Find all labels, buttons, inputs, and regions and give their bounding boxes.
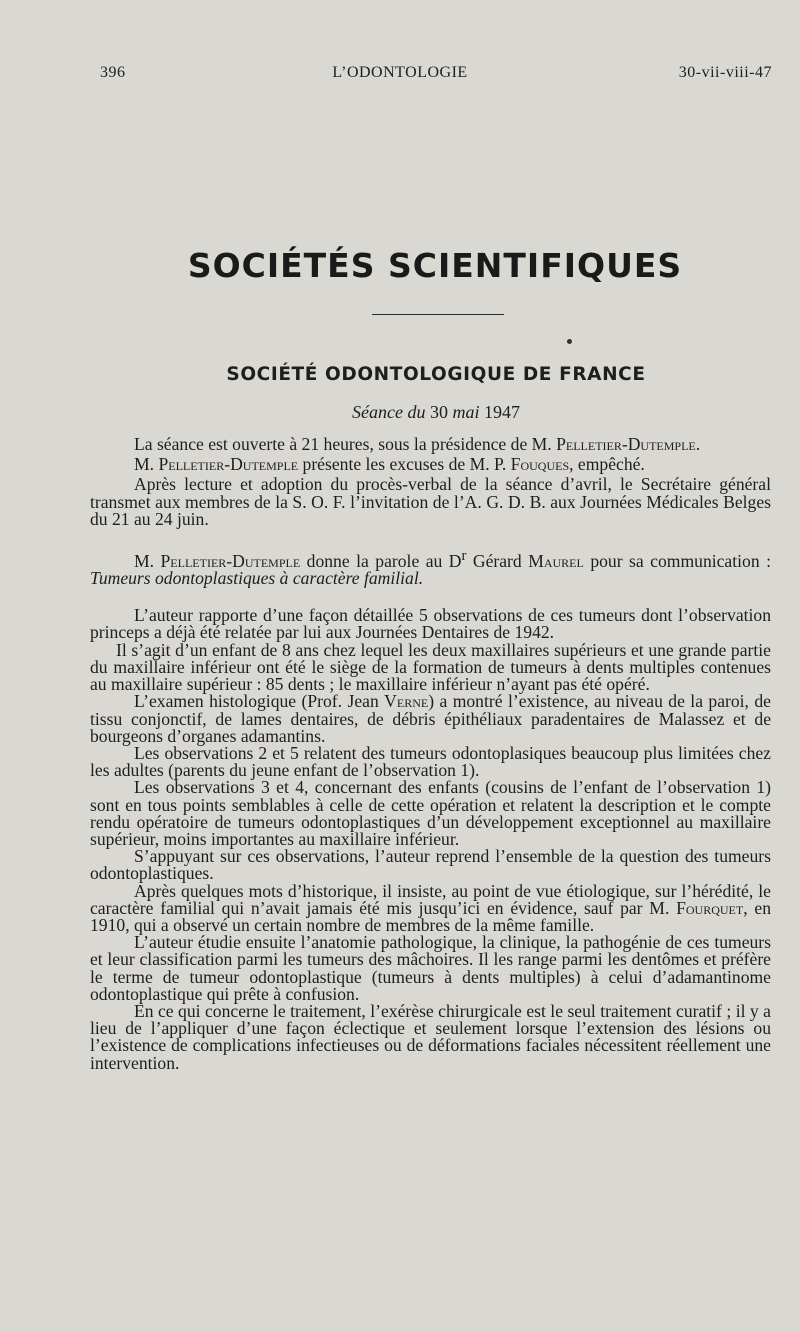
paragraph-observations: L’auteur rapporte d’une façon détaillée 5 observations de ces tumeurs dont l’observation princeps a déjà été relatée par lui aux Journées Dentaires de 1942. bbox=[90, 605, 771, 643]
p4-text-b: donne la parole au D bbox=[300, 550, 462, 571]
title-divider bbox=[372, 314, 504, 315]
paragraph-case: Il s’agit d’un enfant de 8 ans chez lequel les deux maxillaires supérieurs et une grande partie du maxillaire inférieur ont été le siège de la formation de tumeurs à dents multiples contenues au maxillaire supérieur : 85 dents ; le maxillaire inférieur n’ayant pas été opéré. bbox=[90, 639, 771, 695]
p4-sup: r bbox=[461, 548, 467, 565]
p1-name: Pelletier-Dutemple bbox=[556, 434, 696, 454]
session-year: 1947 bbox=[483, 402, 520, 422]
paragraph-excuses bbox=[90, 456, 771, 473]
paragraph-obs-2-5: Les observations 2 et 5 relatent des tumeurs odontoplasiques beaucoup plus limitées chez les adultes (parents du jeune enfant de l’observation 1). bbox=[90, 742, 771, 781]
p7-text-a: L’examen histologique (Prof. Jean bbox=[134, 691, 385, 712]
paragraph-proces-verbal: Après lecture et adoption du procès-verbal de la séance d’avril, le Secrétaire général transmet aux membres de la S. O. F. l’invitation de l’A. G. D. B. aux Journées Médicales Belges du 21 au 24 juin. bbox=[90, 474, 771, 529]
p2-name: Pelletier-Dutemple bbox=[158, 454, 299, 475]
p4-text-d: pour sa communication : bbox=[583, 550, 771, 571]
session-label: Séance du bbox=[352, 402, 426, 422]
paragraph-obs-3-4: Les observations 3 et 4, concernant des enfants (cousins de l’enfant de l’observation 1) sont en tous points semblables à celle de cette opération et relatent la description et le compte rendu opératoire de tumeurs odontoplastiques d’un développement exceptionnel au maxillaire supérieur, moins importantes au maxillaire inférieur. bbox=[90, 777, 771, 849]
p11-text-b: , en 1910, qui a observé un certain nombre de membres de la même famille. bbox=[90, 897, 771, 935]
p2-text-a: M. bbox=[134, 454, 159, 475]
paragraph-anatomie: L’auteur étudie ensuite l’anatomie pathologique, la clinique, la pathogénie de ces tumeurs et leur classification parmi les tumeurs des mâchoires. Il les range parmi les dentômes et préfère le terme de tumeur odontoplastique (tumeurs à dents multiples) à celui d’adamantinome odontoplastique qui prête à confusion. bbox=[90, 932, 771, 1004]
session-day: 30 bbox=[429, 402, 448, 422]
paragraph-question: S’appuyant sur ces observations, l’auteur reprend l’ensemble de la question des tumeurs odontoplastiques. bbox=[90, 846, 771, 884]
communication-title: Tumeurs odontoplastiques à caractère familial. bbox=[90, 568, 424, 589]
p2-text-b: présente les excuses de M. P. bbox=[298, 454, 511, 475]
p11-name: Fourquet bbox=[676, 897, 744, 918]
p11-text-a: Après quelques mots d’historique, il insiste, au point de vue étiologique, sur l’hérédité, le caractère familial qui n’avait jamais été mis jusqu’ici en évidence, sauf par M. bbox=[90, 880, 771, 918]
p7-name: Verne bbox=[384, 691, 429, 712]
session-month: mai bbox=[452, 402, 480, 422]
p4-text-a: M. bbox=[134, 550, 161, 571]
paragraph-traitement: En ce qui concerne le traitement, l’exérèse chirurgicale est le seul traitement curatif ; il y a lieu de l’appliquer d’une façon éclectique et seulement lorsque l’extension des lésions ou l’existence de complications infectieuses ou de déformations faciales nécessitent réellement une intervention. bbox=[90, 1000, 771, 1073]
paragraph-opening bbox=[90, 436, 771, 453]
p4-text-c: Gérard bbox=[466, 550, 529, 571]
paragraph-historique bbox=[90, 880, 771, 935]
p1-text: La séance est ouverte à 21 heures, sous la présidence de M. bbox=[134, 434, 557, 454]
paragraph-communication bbox=[90, 548, 771, 587]
paragraph-histology bbox=[90, 693, 771, 745]
p1-end: . bbox=[695, 434, 701, 454]
p7-text-b: ) a montré l’existence, au niveau de la paroi, de tissu conjonctif, de lames dentaires, de débris épithéliaux paradentaires de Malassez et de bourgeons d’organes adamantins. bbox=[90, 691, 771, 746]
p2-text-c: , empêché. bbox=[569, 454, 645, 475]
journal-title: L’ODONTOLOGIE bbox=[332, 64, 468, 81]
p4-name2: Maurel bbox=[528, 550, 584, 571]
p4-name: Pelletier-Dutemple bbox=[160, 550, 301, 571]
p2-name2: Fouques bbox=[510, 454, 570, 475]
article-body bbox=[90, 436, 771, 1072]
society-heading: SOCIÉTÉ ODONTOLOGIQUE DE FRANCE bbox=[226, 364, 646, 385]
section-title: SOCIÉTÉS SCIENTIFIQUES bbox=[187, 246, 683, 285]
ink-dot bbox=[567, 339, 572, 344]
issue-date: 30-vii-viii-47 bbox=[678, 64, 772, 81]
page-number: 396 bbox=[100, 64, 126, 81]
session-line bbox=[0, 402, 800, 423]
